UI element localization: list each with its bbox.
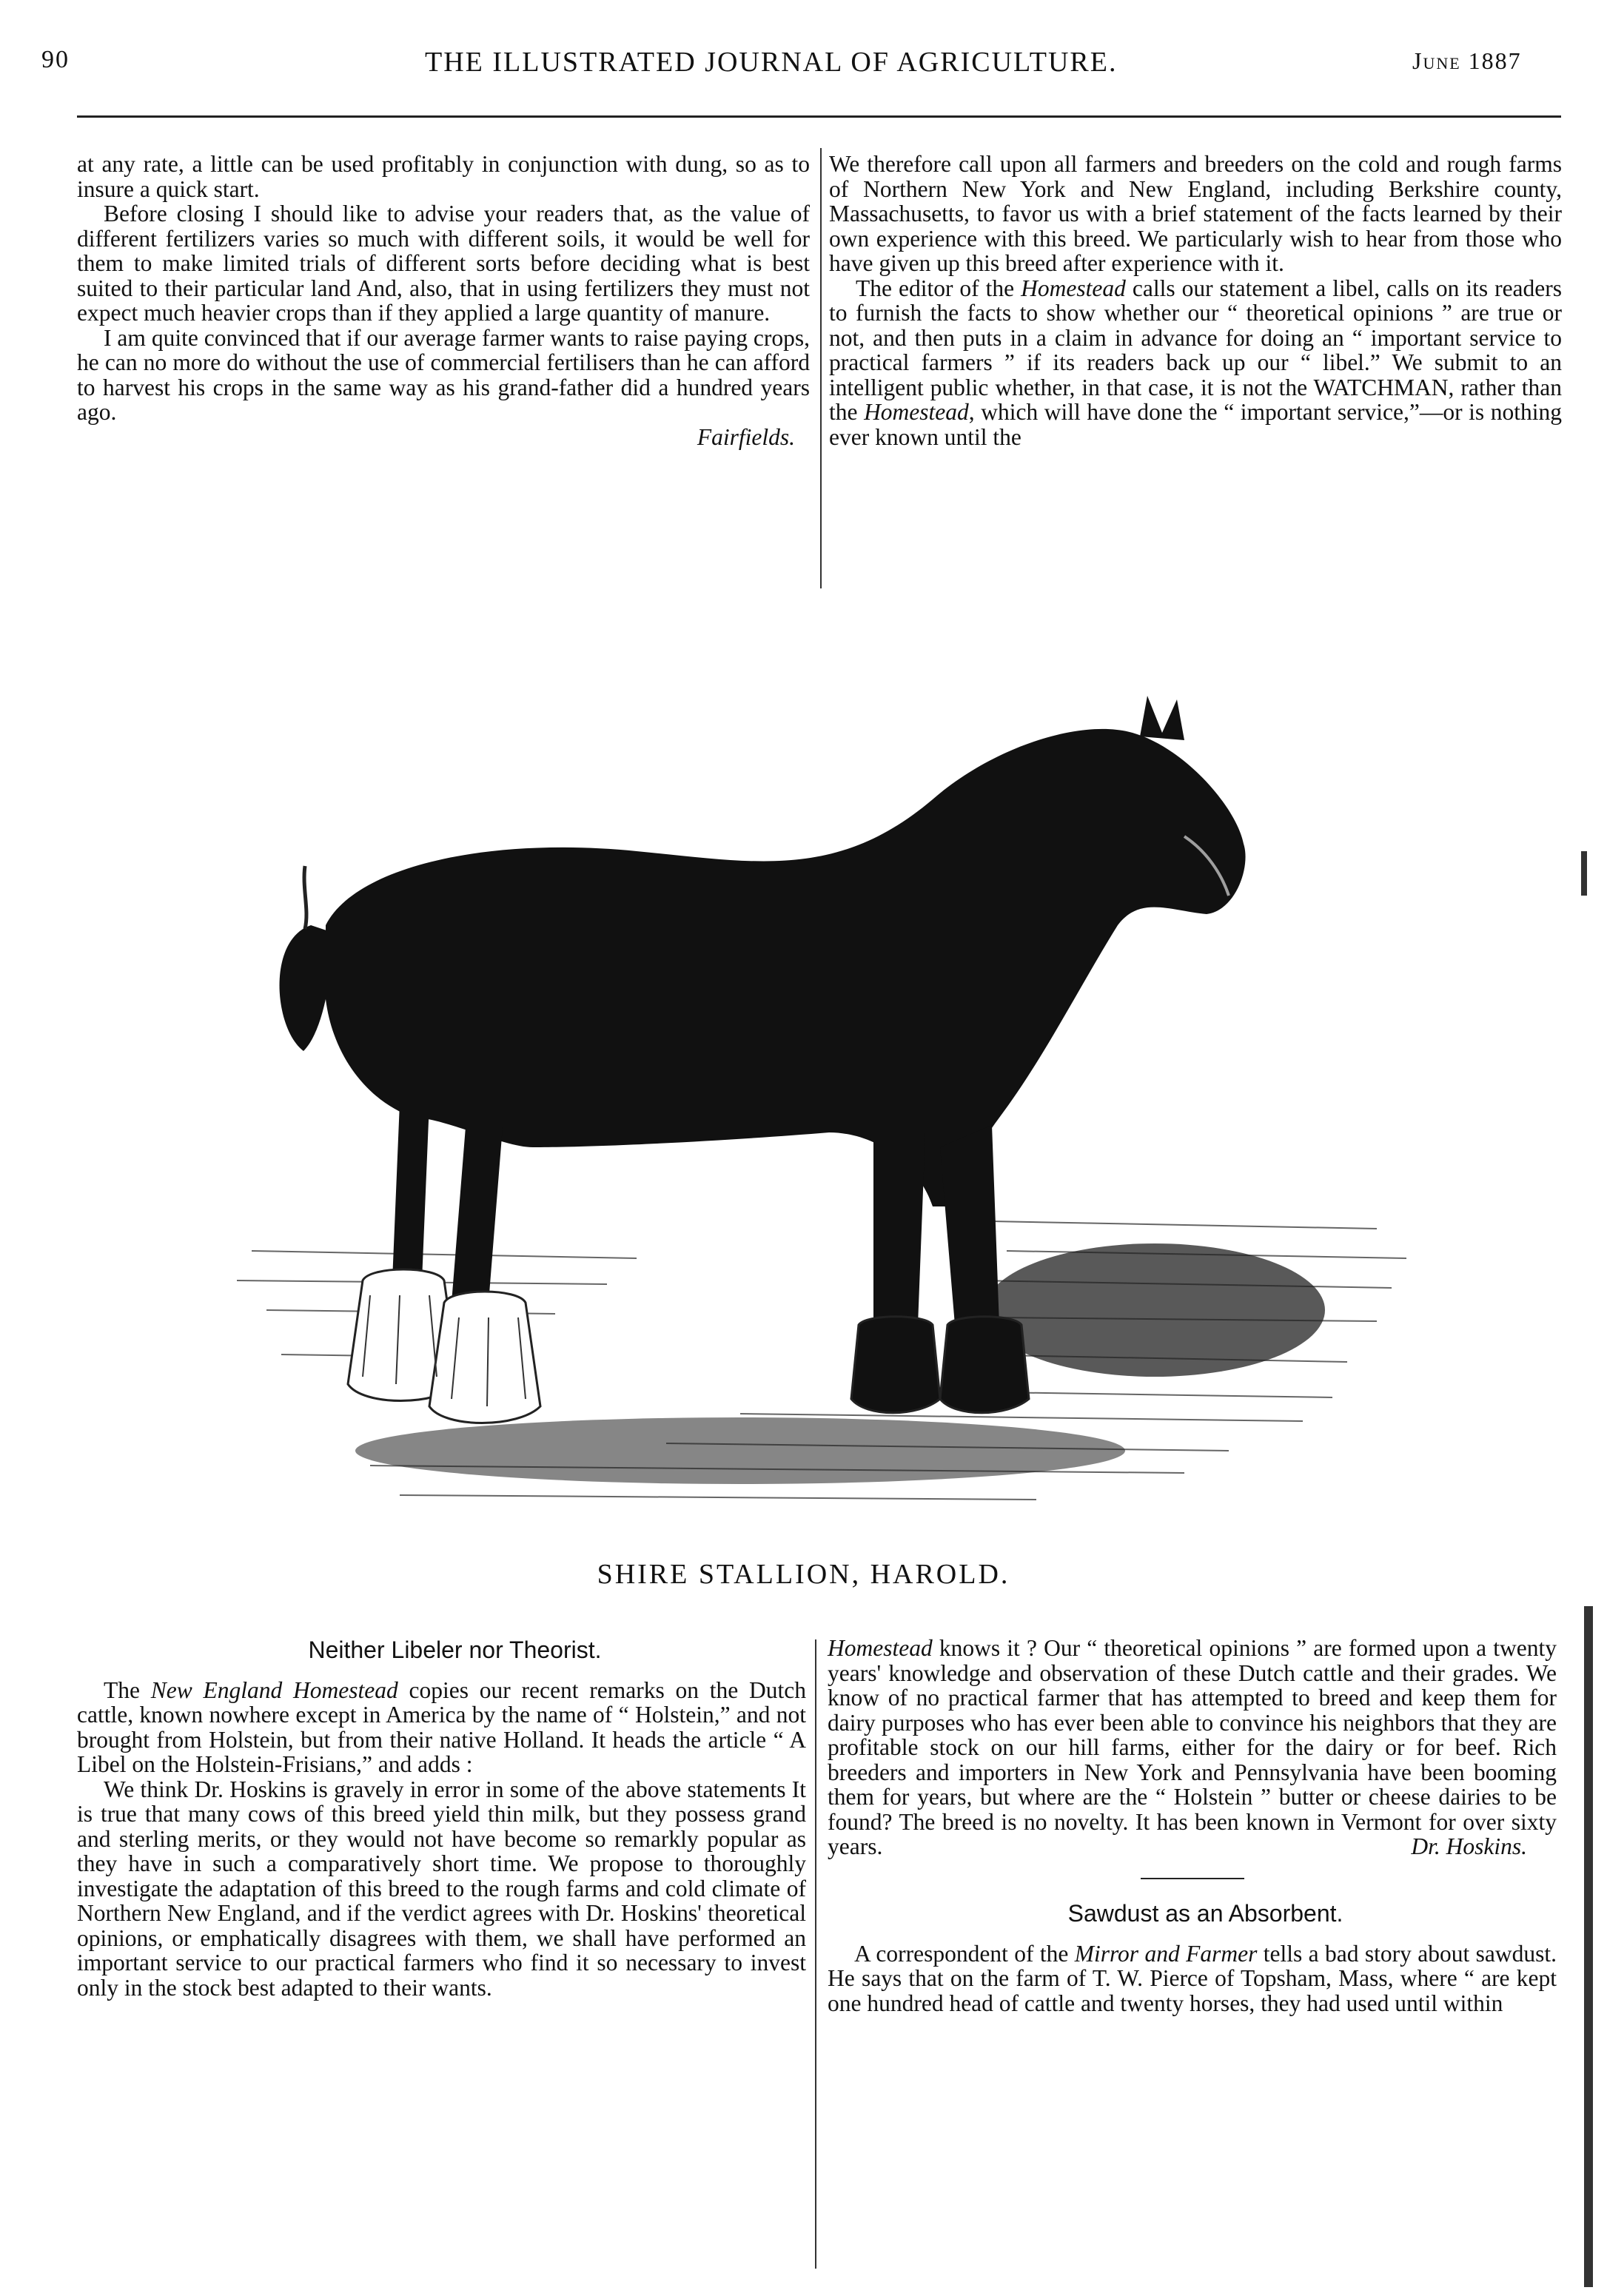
top-right-column (829, 152, 1562, 449)
scan-edge-mark (1584, 1606, 1593, 2287)
text-run: tells a bad story about sawdust. He says that on the farm of T. W. Pierce of Topsham, Mass, where “ are kept one hundred head of cattle and twenty horses, they had used until within (828, 1940, 1557, 2016)
bottom-right-column (828, 1636, 1557, 2015)
column-divider (815, 1639, 816, 2269)
paragraph (77, 1678, 806, 1777)
publication-name: Homestead (828, 1635, 933, 1661)
article-heading: Neither Libeler nor Theorist. (308, 1637, 602, 1663)
signature: Fairfields. (697, 423, 795, 450)
page-number: 90 (41, 46, 70, 73)
article-heading: Sawdust as an Absorbent. (1067, 1900, 1343, 1927)
text-run: copies our recent remarks on the Dutch cattle, known nowhere except in America by the name of “ Holstein,” and not brought from Holstein, but from their native Holland. It heads the article “ A Libel on the Holstein-Frisians,” and adds : (77, 1676, 806, 1777)
page-header (0, 46, 1607, 90)
publication-name: Mirror and Farmer (1074, 1940, 1258, 1967)
figure-caption: SHIRE STALLION, HAROLD. (597, 1559, 1010, 1590)
issue-date: June 1887 (1412, 47, 1522, 74)
journal-title: THE ILLUSTRATED JOURNAL OF AGRICULTURE. (425, 47, 1118, 78)
scan-edge-mark (1581, 851, 1587, 896)
text-run: The editor of the (856, 275, 1021, 301)
paragraph (828, 1941, 1557, 2016)
bottom-left-column (77, 1638, 806, 2000)
column-divider (820, 148, 822, 588)
horse-illustration (222, 614, 1436, 1562)
paragraph: We think Dr. Hoskins is gravely in error in some of the above statements It is true that many cows of this breed yield thin milk, but they possess grand and sterling merits, or they would not have become so remarkly popular as they have in such a comparatively short time. We propose to thoroughly investigate the adaptation of this breed to the rough farms and cold climate of Northern New England, and if the verdict agrees with Dr. Hoskins' theoretical opinions, or emphatically disagrees with them, we shall have performed an important service to our practical farmers who find it so necessary to invest only in the stock best adapted to their wants. (77, 1776, 806, 2001)
header-rule (77, 115, 1561, 118)
paragraph: Before closing I should like to advise your readers that, as the value of different fertilizers varies so much with different soils, it would be well for them to make limited trials of different sorts before deciding what is best suited to their particular land And, also, that in using fertilizers they must not expect much heavier crops than if they applied a large quantity of manure. (77, 201, 810, 326)
paragraph (828, 1636, 1557, 1859)
publication-name: Homestead (864, 399, 969, 425)
section-rule (1141, 1878, 1244, 1879)
top-left-column (77, 152, 810, 449)
paragraph (829, 276, 1562, 450)
text-run: knows it ? Our “ theoretical opinions ” are formed upon a twenty years' knowledge and observation of these Dutch cattle and their grades. We know of no practical farmer that has attempted to breed and keep them for dairy purposes who has ever been able to convince his neighbors that they are profitable stock on our hill farms, either for the dairy or for beef. Rich breeders and importers in New York and Pennsylvania have been booming them for years, but where are the “ Holstein ” butter or cheese dairies to be found? The breed is no novelty. It has been known in Vermont for over sixty years. (828, 1635, 1557, 1859)
publication-name: Homestead (1021, 275, 1126, 301)
paragraph: at any rate, a little can be used profitably in conjunction with dung, so as to insure a quick start. (77, 151, 810, 202)
text-run: , which will have done the “ important service,”—or is nothing ever known until the (829, 399, 1562, 450)
publication-name: New England Homestead (150, 1676, 398, 1703)
signature: Dr. Hoskins. (1411, 1833, 1527, 1859)
paragraph: We therefore call upon all farmers and breeders on the cold and rough farms of Northern New York and New England, including Berkshire county, Massachusetts, to favor us with a brief statement of the facts learned by their own experience with this breed. We particularly wish to hear from those who have given up this breed after experience with it. (829, 151, 1562, 276)
text-run: calls our statement a libel, calls on its readers to furnish the facts to show whether our “ theoretical opinions ” are true or not, and then puts in a claim in advance for doing an “ important service to practical farmers ” if its readers back up our “ libel.” We submit to an intelligent public whether, in that case, it is not the WATCHMAN, rather than the (829, 275, 1563, 425)
paragraph: I am quite convinced that if our average farmer wants to raise paying crops, he can no more do without the use of commercial fertilisers than he can afford to harvest his crops in the same way as his grand-father did a hundred years ago. (77, 324, 810, 425)
text-run: A correspondent of the (854, 1940, 1075, 1967)
text-run: The (104, 1676, 151, 1703)
